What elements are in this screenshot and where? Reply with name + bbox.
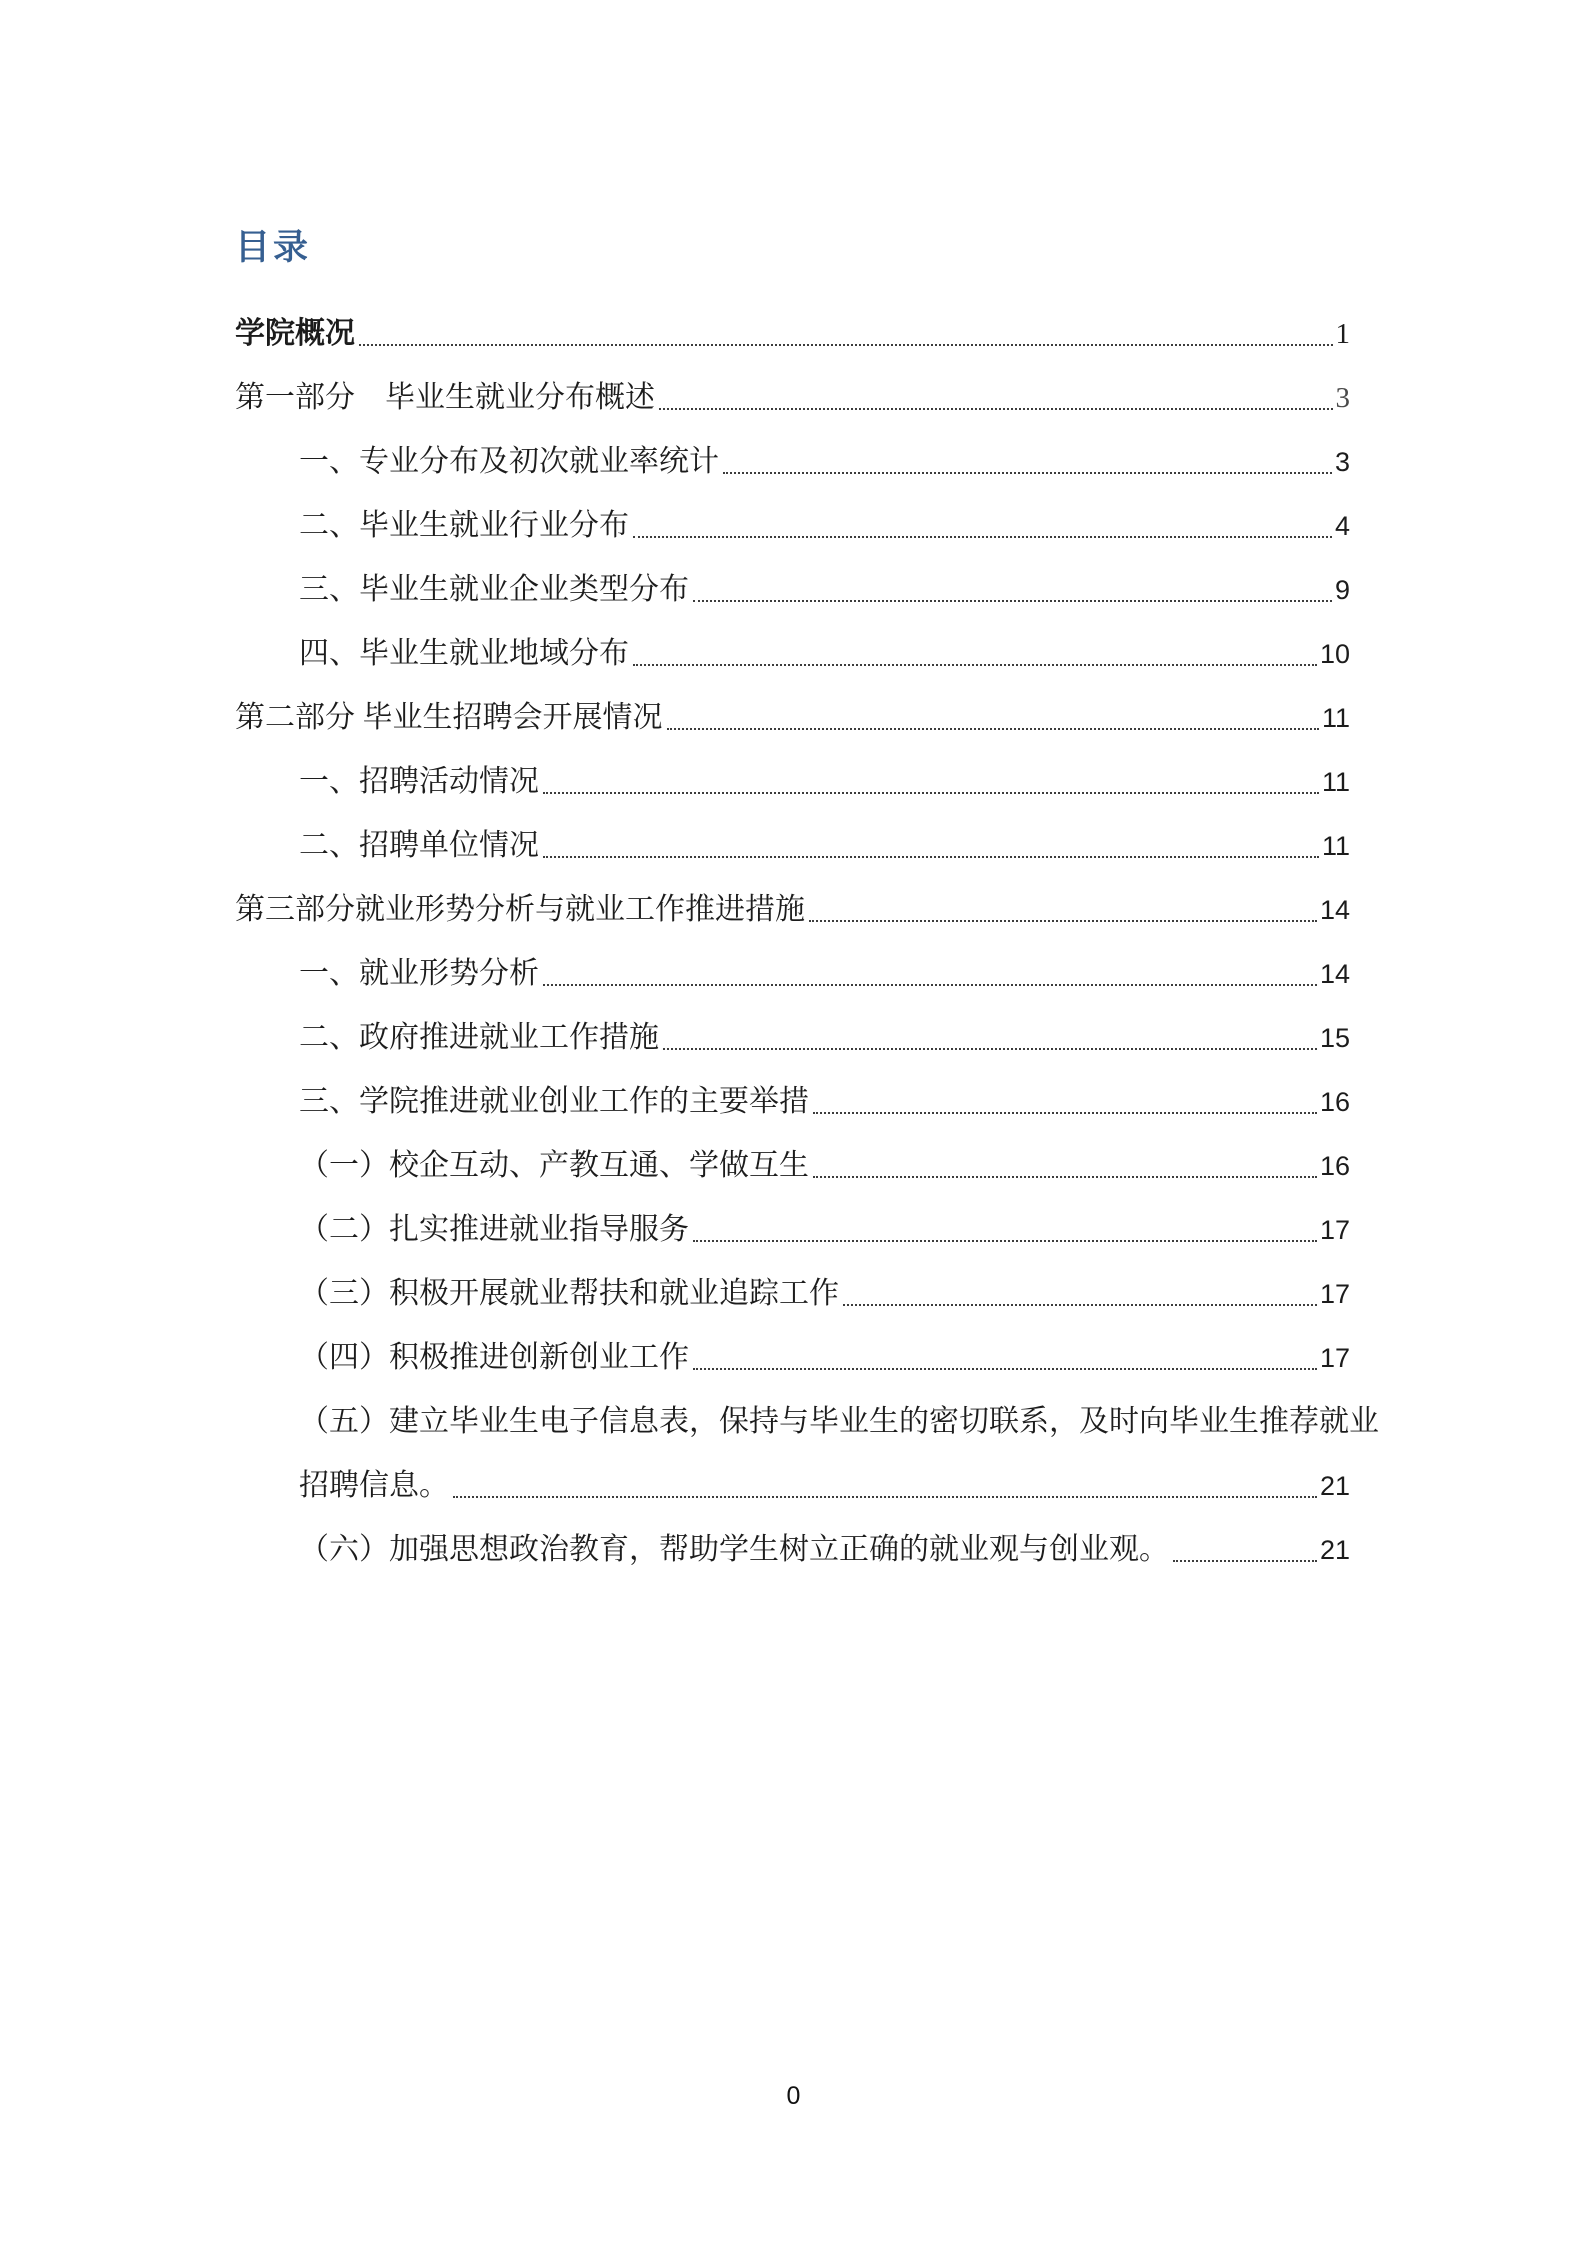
dot-leader (633, 664, 1317, 666)
dot-leader (693, 600, 1332, 602)
toc-entry-text: （五）建立毕业生电子信息表，保持与毕业生的密切联系，及时向毕业生推荐就业 (299, 1404, 1379, 1438)
toc-entry-text: 一、就业形势分析 (299, 956, 539, 990)
toc-entry[interactable] (235, 1006, 1350, 1070)
toc-entry[interactable] (235, 1326, 1350, 1390)
dot-leader (693, 1368, 1317, 1370)
toc-page-number: 9 (1334, 574, 1350, 605)
toc-entry-text: （六）加强思想政治教育，帮助学生树立正确的就业观与创业观。 (299, 1532, 1169, 1566)
toc-entry-text: 第一部分 毕业生就业分布概述 (235, 380, 655, 414)
toc-entries (235, 302, 1379, 1582)
toc-entry-text: 三、毕业生就业企业类型分布 (299, 572, 689, 606)
toc-entry-text: 一、专业分布及初次就业率统计 (299, 444, 719, 478)
toc-entry-text: （三）积极开展就业帮扶和就业追踪工作 (299, 1276, 839, 1310)
toc-entry[interactable] (235, 302, 1350, 366)
toc-page-number: 14 (1319, 894, 1350, 925)
toc-page-number: 10 (1319, 638, 1350, 669)
dot-leader (809, 920, 1317, 922)
dot-leader (543, 856, 1319, 858)
toc-entry[interactable] (235, 366, 1350, 430)
toc-entry-text: 三、学院推进就业创业工作的主要举措 (299, 1084, 809, 1118)
toc-page-number: 1 (1335, 317, 1350, 350)
toc-page-number: 16 (1319, 1086, 1350, 1117)
toc-page-number: 21 (1319, 1534, 1350, 1565)
toc-page-number: 17 (1319, 1214, 1350, 1245)
toc-page-number: 14 (1319, 958, 1350, 989)
dot-leader (359, 344, 1333, 346)
toc-entry-text-continued: 招聘信息。 (299, 1468, 449, 1502)
toc-entry-text: 第二部分 毕业生招聘会开展情况 (235, 700, 663, 734)
toc-entry[interactable] (235, 1262, 1350, 1326)
toc-entry[interactable] (235, 622, 1350, 686)
toc-entry[interactable] (235, 1134, 1350, 1198)
dot-leader (693, 1240, 1317, 1242)
toc-entry-text: 一、招聘活动情况 (299, 764, 539, 798)
dot-leader (1173, 1560, 1317, 1562)
toc-entry-text: 第三部分就业形势分析与就业工作推进措施 (235, 892, 805, 926)
dot-leader (813, 1112, 1317, 1114)
toc-entry[interactable] (235, 430, 1350, 494)
toc-page-number: 11 (1321, 830, 1350, 861)
toc-page-number: 4 (1334, 510, 1350, 541)
toc-entry-text: （一）校企互动、产教互通、学做互生 (299, 1148, 809, 1182)
toc-entry-text: 二、招聘单位情况 (299, 828, 539, 862)
dot-leader (663, 1048, 1317, 1050)
toc-page-number: 11 (1321, 766, 1350, 797)
dot-leader (659, 408, 1333, 410)
toc-entry[interactable] (235, 1198, 1350, 1262)
dot-leader (667, 728, 1319, 730)
dot-leader (453, 1496, 1317, 1498)
toc-page-number: 3 (1334, 446, 1350, 477)
toc-page-number: 11 (1321, 702, 1350, 733)
toc-entry[interactable] (235, 1070, 1350, 1134)
toc-page-number: 17 (1319, 1278, 1350, 1309)
toc-entry-text: 学院概况 (235, 316, 355, 350)
toc-content (235, 226, 1379, 1582)
toc-page-number: 3 (1335, 381, 1350, 414)
toc-entry[interactable] (235, 1390, 1379, 1518)
dot-leader (723, 472, 1332, 474)
dot-leader (633, 536, 1332, 538)
toc-entry[interactable] (235, 878, 1350, 942)
dot-leader (813, 1176, 1317, 1178)
toc-page-number: 21 (1319, 1470, 1350, 1501)
toc-entry-text: 二、毕业生就业行业分布 (299, 508, 629, 542)
toc-title: 目录 (235, 228, 312, 267)
toc-entry[interactable] (235, 686, 1350, 750)
toc-page-number: 17 (1319, 1342, 1350, 1373)
toc-entry-text: 四、毕业生就业地域分布 (299, 636, 629, 670)
dot-leader (543, 984, 1317, 986)
toc-entry[interactable] (235, 558, 1350, 622)
toc-entry[interactable] (235, 494, 1350, 558)
dot-leader (543, 792, 1319, 794)
toc-entry-text: （四）积极推进创新创业工作 (299, 1340, 689, 1374)
toc-entry[interactable] (235, 942, 1350, 1006)
dot-leader (843, 1304, 1317, 1306)
toc-entry-text: 二、政府推进就业工作措施 (299, 1020, 659, 1054)
toc-entry[interactable] (235, 814, 1350, 878)
toc-page-number: 16 (1319, 1150, 1350, 1181)
toc-entry-text: （二）扎实推进就业指导服务 (299, 1212, 689, 1246)
footer-page-number: 0 (786, 2082, 801, 2110)
toc-entry[interactable] (235, 1518, 1350, 1582)
toc-entry[interactable] (235, 750, 1350, 814)
toc-page-number: 15 (1319, 1022, 1350, 1053)
